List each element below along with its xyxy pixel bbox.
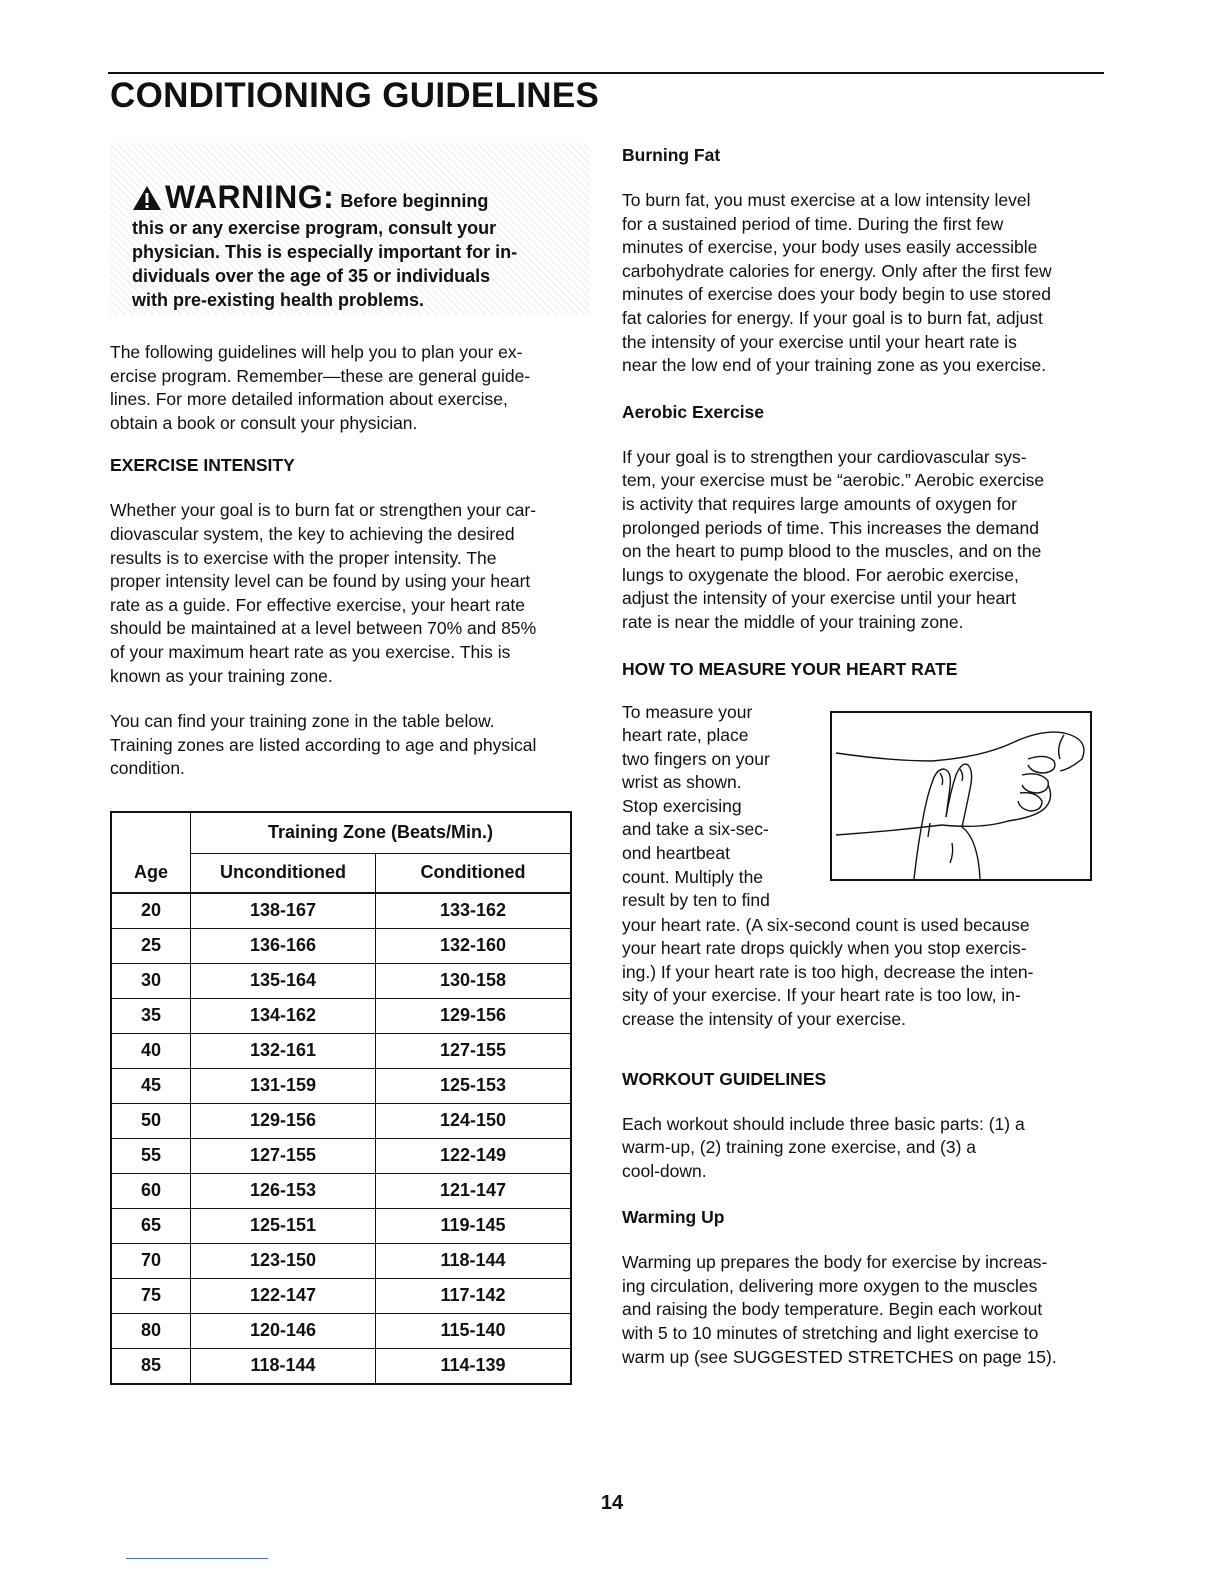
table-row bbox=[111, 928, 571, 963]
table-row bbox=[111, 893, 571, 929]
conditioned-cell: 117-142 bbox=[376, 1278, 572, 1313]
conditioned-cell: 114-139 bbox=[376, 1348, 572, 1384]
title-rule bbox=[108, 72, 1104, 74]
age-cell: 85 bbox=[111, 1348, 191, 1384]
warning-box bbox=[110, 143, 590, 315]
conditioned-cell: 118-144 bbox=[376, 1243, 572, 1278]
conditioned-cell: 125-153 bbox=[376, 1068, 572, 1103]
unconditioned-cell: 123-150 bbox=[191, 1243, 376, 1278]
text-line: To burn fat, you must exercise at a low intensity level bbox=[622, 190, 1031, 210]
text-line: minutes of exercise, your body uses easily accessible bbox=[622, 237, 1038, 258]
unconditioned-cell: 129-156 bbox=[191, 1103, 376, 1138]
unconditioned-cell: 136-166 bbox=[191, 928, 376, 963]
warning-line: physician. This is especially important for in- bbox=[132, 242, 518, 262]
pulse-check-illustration bbox=[830, 711, 1092, 881]
conditioned-cell: 133-162 bbox=[376, 893, 572, 929]
text-line: minutes of exercise does your body begin to use stored bbox=[622, 284, 1051, 305]
text-line: You can find your training zone in the table below. bbox=[110, 711, 495, 732]
text-line: cool-down. bbox=[622, 1160, 707, 1181]
table-intro-paragraph bbox=[110, 710, 590, 781]
page-number: 14 bbox=[600, 1492, 624, 1514]
table-row bbox=[111, 1033, 571, 1068]
text-line: on the heart to pump blood to the muscles, and on the bbox=[622, 541, 1042, 562]
age-cell: 65 bbox=[111, 1208, 191, 1243]
text-line: carbohydrate calories for energy. Only after the first few bbox=[622, 260, 1052, 281]
text-line: proper intensity level can be found by using your heart bbox=[110, 571, 531, 592]
text-line: condition. bbox=[110, 758, 185, 779]
age-cell: 75 bbox=[111, 1278, 191, 1313]
text-line: adjust the intensity of your exercise until your heart bbox=[622, 588, 1016, 609]
age-cell: 40 bbox=[111, 1033, 191, 1068]
conditioned-cell: 127-155 bbox=[376, 1033, 572, 1068]
warning-label: WARNING: bbox=[165, 179, 335, 215]
table-body bbox=[111, 893, 571, 1384]
conditioned-cell: 130-158 bbox=[376, 963, 572, 998]
text-line: the intensity of your exercise until your heart rate is bbox=[622, 331, 1017, 352]
age-cell: 45 bbox=[111, 1068, 191, 1103]
footer-line bbox=[126, 1558, 268, 1559]
text-line: and raising the body temperature. Begin each workout bbox=[622, 1299, 1043, 1320]
conditioned-cell: 132-160 bbox=[376, 928, 572, 963]
intro-paragraph bbox=[110, 341, 590, 435]
text-line: warm up (see SUGGESTED STRETCHES on page 15). bbox=[622, 1346, 1057, 1367]
text-line: rate as a guide. For effective exercise, your heart rate bbox=[110, 594, 526, 615]
text-line: heart rate, place bbox=[622, 725, 749, 746]
intensity-paragraph bbox=[110, 499, 590, 688]
text-line: sity of your exercise. If your heart rate is too low, in- bbox=[622, 985, 1021, 1006]
table-row bbox=[111, 963, 571, 998]
text-line: ing circulation, delivering more oxygen to the muscles bbox=[622, 1275, 1038, 1296]
conditioned-cell: 124-150 bbox=[376, 1103, 572, 1138]
unconditioned-cell: 132-161 bbox=[191, 1033, 376, 1068]
conditioned-cell: 115-140 bbox=[376, 1313, 572, 1348]
warning-line: dividuals over the age of 35 or individuals bbox=[132, 266, 491, 286]
aerobic-paragraph bbox=[622, 446, 1104, 635]
unconditioned-cell: 127-155 bbox=[191, 1138, 376, 1173]
table-row bbox=[111, 1173, 571, 1208]
workout-guidelines-heading: WORKOUT GUIDELINES bbox=[622, 1068, 827, 1089]
left-column bbox=[110, 143, 590, 1385]
conditioned-column-header: Conditioned bbox=[376, 853, 572, 893]
age-cell: 30 bbox=[111, 963, 191, 998]
age-cell: 25 bbox=[111, 928, 191, 963]
unconditioned-cell: 126-153 bbox=[191, 1173, 376, 1208]
text-line: diovascular system, the key to achieving the desired bbox=[110, 523, 515, 544]
text-line: near the low end of your training zone as you exercise. bbox=[622, 355, 1047, 376]
text-line: Warming up prepares the body for exercise by increas- bbox=[622, 1252, 1048, 1273]
warning-triangle-icon bbox=[132, 185, 162, 211]
text-line: known as your training zone. bbox=[110, 665, 333, 686]
unconditioned-cell: 134-162 bbox=[191, 998, 376, 1033]
unconditioned-cell: 125-151 bbox=[191, 1208, 376, 1243]
burning-fat-paragraph bbox=[622, 189, 1104, 378]
warming-up-heading: Warming Up bbox=[622, 1207, 725, 1228]
text-line: obtain a book or consult your physician. bbox=[110, 412, 418, 433]
text-line: count. Multiply the bbox=[622, 866, 764, 887]
age-cell: 50 bbox=[111, 1103, 191, 1138]
text-line: ing.) If your heart rate is too high, decrease the inten- bbox=[622, 961, 1034, 982]
unconditioned-cell: 131-159 bbox=[191, 1068, 376, 1103]
conditioned-cell: 121-147 bbox=[376, 1173, 572, 1208]
text-line: results is to exercise with the proper intensity. The bbox=[110, 547, 497, 568]
text-line: your heart rate. (A six-second count is used because bbox=[622, 914, 1030, 935]
unconditioned-cell: 138-167 bbox=[191, 893, 376, 929]
heart-rate-continued-text bbox=[622, 914, 1104, 1032]
text-line: warm-up, (2) training zone exercise, and (3) a bbox=[622, 1137, 977, 1158]
text-line: should be maintained at a level between 70% and 85% bbox=[110, 618, 537, 639]
text-line: fat calories for energy. If your goal is to burn fat, adjust bbox=[622, 307, 1043, 328]
heart-rate-side-text bbox=[622, 701, 812, 913]
warming-up-paragraph bbox=[622, 1251, 1104, 1369]
text-line: tem, your exercise must be “aerobic.” Aerobic exercise bbox=[622, 470, 1045, 491]
warning-line: with pre-existing health problems. bbox=[132, 290, 425, 310]
text-line: lungs to oxygenate the blood. For aerobic exercise, bbox=[622, 564, 1019, 585]
table-row bbox=[111, 1103, 571, 1138]
unconditioned-cell: 135-164 bbox=[191, 963, 376, 998]
text-line: of your maximum heart rate as you exercise. This is bbox=[110, 641, 511, 662]
aerobic-heading: Aerobic Exercise bbox=[622, 401, 765, 422]
text-line: ercise program. Remember—these are general guide- bbox=[110, 365, 531, 386]
text-line: result by ten to find bbox=[622, 890, 770, 911]
table-row bbox=[111, 1348, 571, 1384]
age-column-header: Age bbox=[111, 853, 191, 893]
workout-paragraph bbox=[622, 1113, 1104, 1184]
text-line: wrist as shown. bbox=[622, 772, 742, 793]
conditioned-cell: 129-156 bbox=[376, 998, 572, 1033]
text-line: and take a six-sec- bbox=[622, 819, 769, 840]
text-line: for a sustained period of time. During the first few bbox=[622, 213, 1004, 234]
unconditioned-cell: 122-147 bbox=[191, 1278, 376, 1313]
table-row bbox=[111, 1243, 571, 1278]
table-row bbox=[111, 998, 571, 1033]
age-cell: 70 bbox=[111, 1243, 191, 1278]
table-row bbox=[111, 1313, 571, 1348]
training-zone-table bbox=[110, 811, 572, 1385]
unconditioned-cell: 120-146 bbox=[191, 1313, 376, 1348]
table-row bbox=[111, 1068, 571, 1103]
warning-line: Before beginning bbox=[340, 191, 489, 211]
text-line: crease the intensity of your exercise. bbox=[622, 1008, 907, 1029]
text-line: Each workout should include three basic parts: (1) a bbox=[622, 1113, 1025, 1134]
text-line: ond heartbeat bbox=[622, 843, 731, 864]
text-line: The following guidelines will help you to plan your ex- bbox=[110, 342, 523, 362]
age-cell: 20 bbox=[111, 893, 191, 929]
exercise-intensity-heading: EXERCISE INTENSITY bbox=[110, 455, 295, 476]
text-line: Training zones are listed according to age and physical bbox=[110, 734, 537, 755]
page-title: CONDITIONING GUIDELINES bbox=[110, 76, 600, 115]
unconditioned-column-header: Unconditioned bbox=[191, 853, 376, 893]
table-title: Training Zone (Beats/Min.) bbox=[191, 812, 572, 854]
text-line: Stop exercising bbox=[622, 795, 742, 816]
text-line: If your goal is to strengthen your cardiovascular sys- bbox=[622, 446, 1027, 467]
unconditioned-cell: 118-144 bbox=[191, 1348, 376, 1384]
conditioned-cell: 119-145 bbox=[376, 1208, 572, 1243]
warning-line: this or any exercise program, consult your bbox=[132, 218, 497, 238]
table-corner bbox=[111, 812, 191, 854]
conditioned-cell: 122-149 bbox=[376, 1138, 572, 1173]
text-line: rate is near the middle of your training zone. bbox=[622, 611, 964, 632]
right-column bbox=[622, 143, 1104, 1369]
table-row bbox=[111, 1208, 571, 1243]
age-cell: 55 bbox=[111, 1138, 191, 1173]
text-line: Whether your goal is to burn fat or strengthen your car- bbox=[110, 500, 537, 521]
text-line: is activity that requires large amounts of oxygen for bbox=[622, 493, 1017, 514]
heart-rate-section bbox=[622, 701, 1104, 1029]
text-line: two fingers on your bbox=[622, 748, 770, 769]
text-line: your heart rate drops quickly when you stop exercis- bbox=[622, 938, 1027, 959]
text-line: lines. For more detailed information about exercise, bbox=[110, 389, 508, 410]
text-line: To measure your bbox=[622, 701, 753, 722]
text-line: with 5 to 10 minutes of stretching and light exercise to bbox=[622, 1323, 1039, 1344]
heart-rate-heading: HOW TO MEASURE YOUR HEART RATE bbox=[622, 658, 958, 679]
age-cell: 80 bbox=[111, 1313, 191, 1348]
text-line: prolonged periods of time. This increases the demand bbox=[622, 517, 1040, 538]
table-row bbox=[111, 1138, 571, 1173]
age-cell: 60 bbox=[111, 1173, 191, 1208]
age-cell: 35 bbox=[111, 998, 191, 1033]
table-row bbox=[111, 1278, 571, 1313]
burning-fat-heading: Burning Fat bbox=[622, 145, 721, 165]
